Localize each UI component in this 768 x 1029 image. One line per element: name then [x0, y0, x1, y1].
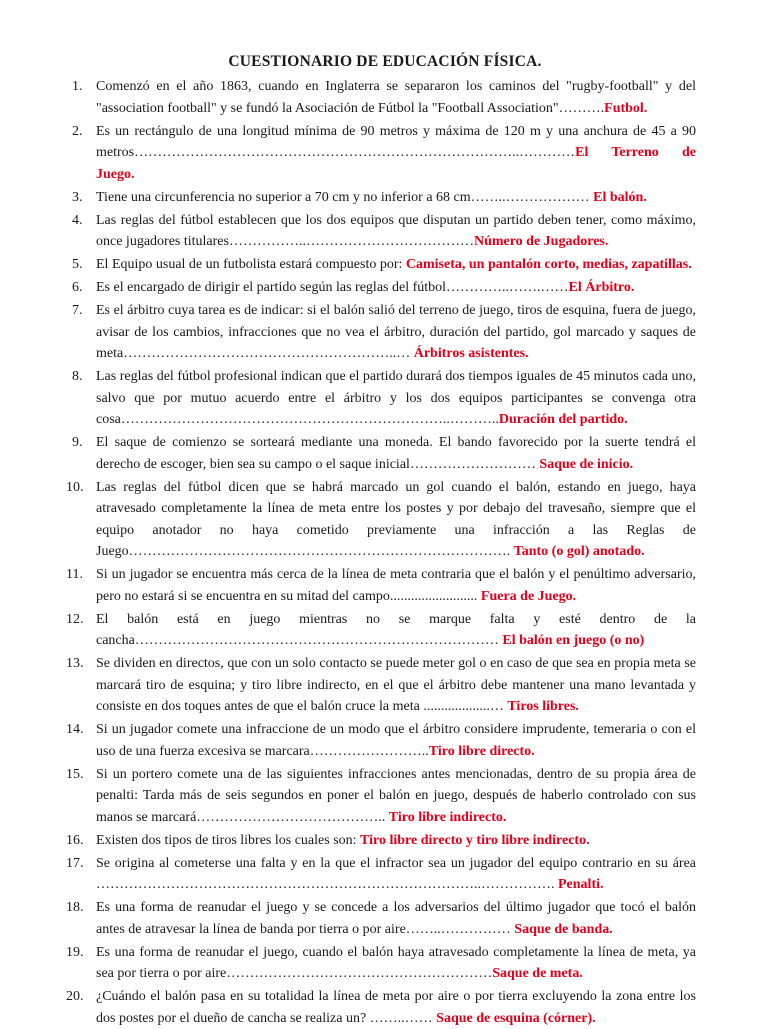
answer-text: Tiro libre directo.	[428, 743, 535, 759]
question-item	[66, 853, 696, 896]
answer-text: Camiseta, un pantalón corto, medias, zapatillas.	[405, 257, 692, 272]
question-number: 1.	[72, 79, 83, 94]
question-item	[66, 719, 696, 762]
question-item	[66, 609, 696, 652]
question-text: ¿Cuándo el balón pasa en su totalidad la línea de meta por aire o por tierra excluyendo la zona entre los dos postes por el dueño de cancha se realiza un? ……..……	[96, 989, 696, 1026]
answer-text: Tiros libres.	[507, 699, 579, 714]
question-number: 5.	[72, 257, 83, 272]
question-item	[66, 477, 696, 563]
question-item	[66, 830, 696, 852]
answer-text: Fuera de Juego.	[480, 588, 577, 604]
question-number: 15.	[66, 766, 84, 782]
answer-text: El balón en juego (o no)	[502, 633, 645, 648]
question-number: 11.	[66, 567, 83, 582]
question-text: Tiene una circunferencia no superior a 70 cm y no inferior a 68 cm……..………………	[96, 189, 594, 205]
question-item	[66, 254, 696, 276]
answer-text: El balón.	[593, 189, 647, 205]
question-number: 19.	[66, 944, 84, 960]
document-title: CUESTIONARIO DE EDUCACIÓN FÍSICA.	[228, 53, 542, 70]
question-text: Las reglas del fútbol establecen que los dos equipos que disputan un partido deben tener, como máximo, once jugadores titulares……………..………………………………	[96, 212, 696, 249]
answer-text: Penalti.	[558, 877, 604, 892]
question-text: El Equipo usual de un futbolista estará compuesto por:	[96, 257, 406, 272]
question-text: Si un jugador se encuentra más cerca de la línea de meta contraria que el balón y el penúltimo adversario, pero no estará si se encuentra en su mitad del campo.........................	[96, 567, 696, 604]
answer-text: Saque de meta.	[492, 966, 583, 981]
question-number: 6.	[72, 280, 83, 295]
answer-text: Número de Jugadores.	[473, 234, 609, 249]
question-item	[66, 300, 696, 365]
question-number: 14.	[66, 722, 84, 737]
answer-text: El Terreno de Juego.	[96, 145, 696, 182]
question-item	[66, 764, 696, 829]
question-text: Si un portero comete una de las siguientes infracciones antes mencionadas, dentro de su propia área de penalti: Tarda más de seis segundos en poner el balón en juego, después de haberlo controlado con sus manos se marcará…………………………………..	[96, 766, 696, 825]
question-number: 12.	[66, 611, 84, 627]
question-text: Es una forma de reanudar el juego, cuando el balón haya atravesado completamente la línea de meta, ya sea por tierra o por aire…………………………………………………	[96, 944, 696, 981]
question-number: 2.	[72, 123, 83, 139]
question-number: 8.	[72, 369, 83, 384]
question-number: 9.	[72, 435, 83, 450]
question-text: Se origina al cometerse una falta y en la que el infractor sea un jugador del equipo contrario en su área ………………………………………………………………………..…………….	[96, 855, 696, 892]
question-item	[66, 210, 696, 253]
question-item	[66, 564, 696, 607]
answer-text: Saque de esquina (córner).	[436, 1010, 596, 1026]
question-item	[66, 76, 696, 119]
question-text: Es un rectángulo de una longitud mínima de 90 metros y máxima de 120 m y una anchura de 45 a 90 metros………………………………………………………………………..…………	[96, 123, 696, 160]
question-number: 20.	[66, 989, 84, 1004]
question-item	[66, 187, 696, 209]
question-list	[66, 76, 696, 1029]
answer-text: El Árbitro.	[568, 280, 635, 295]
question-item	[66, 121, 696, 186]
answer-text: Tiro libre directo y tiro libre indirecto.	[360, 832, 590, 848]
question-item	[66, 366, 696, 431]
question-text: Es una forma de reanudar el juego y se concede a los adversarios del último jugador que tocó el balón antes de atravesar la línea de banda por tierra o por aire……..……………	[96, 900, 696, 937]
question-text: Es el árbitro cuya tarea es de indicar: si el balón salió del terreno de juego, tiros de esquina, fuera de juego, avisar de los cambios, infracciones que no vea el árbitro, duración del partido, gol marcado y saques de meta…………………………………………………..…	[96, 303, 696, 361]
question-text: Las reglas del fútbol dicen que se habrá marcado un gol cuando el balón, estando en juego, haya atravesado completamente la línea de meta entre los postes y por debajo del travesaño, siempre que el equipo anotador no haya cometido previamente una infracción a las Reglas de Juego……………………………………………………………………….	[96, 479, 696, 559]
question-number: 7.	[72, 303, 83, 318]
question-text: Existen dos tipos de tiros libres los cuales son:	[96, 832, 361, 848]
answer-text: Futbol.	[604, 100, 648, 116]
question-text: Las reglas del fútbol profesional indican que el partido durará dos tiempos iguales de 45 minutos cada uno, salvo que por mutuo acuerdo entre el árbitro y los dos equipos participantes se convenga otra cosa……………………………………………………………..………..	[96, 369, 696, 427]
question-item	[66, 942, 696, 985]
question-item	[66, 986, 696, 1029]
question-number: 16.	[66, 832, 84, 848]
question-number: 10.	[66, 479, 84, 495]
question-text: Se dividen en directos, que con un solo contacto se puede meter gol o en caso de que sea en propia meta se marcará tiro de esquina; y tiro libre indirecto, en el que el árbitro debe mantener una mano levantada y consiste en dos toques antes de que el balón cruce la meta ...................…	[96, 656, 696, 714]
question-number: 13.	[66, 656, 84, 671]
question-item	[66, 897, 696, 940]
question-item	[66, 653, 696, 718]
answer-text: Saque de banda.	[514, 921, 613, 937]
question-number: 4.	[72, 212, 83, 228]
question-item	[66, 277, 696, 299]
question-item	[66, 432, 696, 475]
answer-text: Tiro libre indirecto.	[388, 809, 507, 825]
answer-text: Árbitros asistentes.	[413, 346, 529, 361]
question-number: 17.	[66, 855, 84, 871]
answer-text: Duración del partido.	[498, 412, 628, 427]
answer-text: Tanto (o gol) anotado.	[513, 544, 645, 559]
question-number: 18.	[66, 900, 84, 915]
question-number: 3.	[72, 189, 83, 205]
answer-text: Saque de inicio.	[539, 456, 634, 472]
question-text: El saque de comienzo se sorteará mediante una moneda. El bando favorecido por la suerte tendrá el derecho de escoger, bien sea su campo o el saque inicial………………………	[96, 435, 696, 472]
question-text: El balón está en juego mientras no se marque falta y esté dentro de la cancha……………………………………………………………………	[96, 611, 696, 648]
question-text: Si un jugador comete una infraccione de un modo que el árbitro considere imprudente, temeraria o con el uso de una fuerza excesiva se marcara……………………..	[96, 722, 696, 759]
question-text: Comenzó en el año 1863, cuando en Inglaterra se separaron los caminos del "rugby-football" y del "association football" y se fundó la Asociación de Fútbol la "Football Association"……….	[96, 79, 696, 116]
question-text: Es el encargado de dirigir el partido según las reglas del fútbol…………..…….……	[96, 280, 569, 295]
